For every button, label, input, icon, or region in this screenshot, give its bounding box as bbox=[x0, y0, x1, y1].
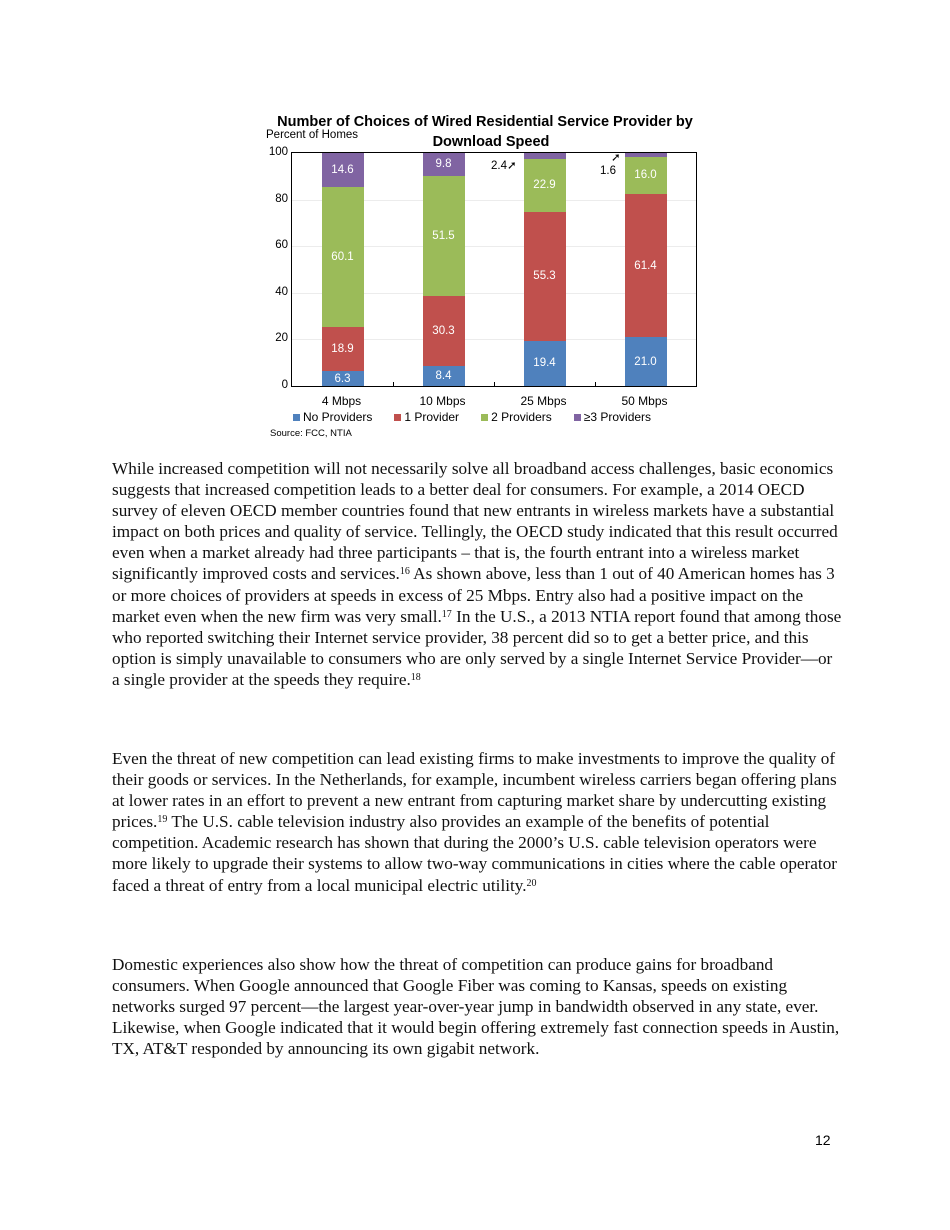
bar-segment: 22.9 bbox=[524, 159, 566, 212]
bar-segment: 51.5 bbox=[423, 176, 465, 296]
plot-area bbox=[268, 146, 697, 391]
bar-25-mbps bbox=[524, 153, 566, 386]
legend-swatch-icon bbox=[574, 414, 581, 421]
x-tick-label: 50 Mbps bbox=[621, 394, 668, 408]
bar-segment: 14.6 bbox=[322, 153, 364, 187]
legend-item: 2 Providers bbox=[481, 410, 552, 424]
y-tick-label: 0 bbox=[281, 379, 288, 391]
y-tick-label: 40 bbox=[275, 285, 288, 298]
x-tick-label: 4 Mbps bbox=[321, 394, 362, 408]
legend-item: 1 Provider bbox=[394, 410, 459, 424]
x-tick-label: 25 Mbps bbox=[520, 394, 567, 408]
footnote-ref: 17 bbox=[441, 608, 452, 620]
bar-segment bbox=[625, 153, 667, 157]
bar-segment: 16.0 bbox=[625, 157, 667, 194]
bar-segment: 9.8 bbox=[423, 153, 465, 176]
y-tick-label: 60 bbox=[275, 239, 288, 252]
bar-segment: 60.1 bbox=[322, 187, 364, 327]
footnote-ref: 19 bbox=[157, 814, 168, 826]
x-tick-label: 10 Mbps bbox=[419, 394, 466, 408]
arrow-icon: ➚ bbox=[611, 152, 621, 164]
footnote-ref: 16 bbox=[399, 566, 410, 578]
bar-segment: 18.9 bbox=[322, 327, 364, 371]
bar-segment: 61.4 bbox=[625, 194, 667, 337]
annotation-50mbps: 1.6 bbox=[600, 165, 616, 177]
page-number: 12 bbox=[815, 1132, 831, 1148]
arrow-icon: ➚ bbox=[507, 160, 517, 172]
bar-segment: 30.3 bbox=[423, 296, 465, 367]
y-tick-label: 100 bbox=[268, 146, 288, 158]
chart-legend bbox=[293, 410, 673, 424]
y-axis-label: Percent of Homes bbox=[266, 129, 359, 141]
legend-swatch-icon bbox=[394, 414, 401, 421]
chart-title: Number of Choices of Wired Residential Service Provider by Download Speed bbox=[277, 114, 693, 150]
chart-source: Source: FCC, NTIA bbox=[270, 428, 352, 439]
x-tick bbox=[393, 382, 394, 387]
paragraph-1: While increased competition will not necessarily solve all broadband access challenges, basic economics suggests that increased competition leads to a better deal for consumers. For example, a 2014 OECD survey of eleven OECD member countries found that new entrants in wireless markets have a substantial impact on both prices and quality of service. Tellingly, the OECD study indicated that this result occurred even when a market already had three participants – that is, the fourth entrant into a wireless market significantly improved costs and services.$^{16}$ As shown above, less than 1 out of 40 American homes has 3 or more choices of providers at speeds in excess of 25 Mbps. Entry also had a positive impact on the market even when the new firm was very small.$^{17}$ In the U.S., a 2013 NTIA report found that among those who reported switching their Internet service provider, 38 percent did so to get a better price, and this option is simply unavailable to consumers who are only served by a single Internet Service Provider—or a single provider at the speeds they require.$^{18}$ bbox=[112, 459, 842, 689]
bar-segment: 21.0 bbox=[625, 337, 667, 386]
bar-segment: 55.3 bbox=[524, 212, 566, 341]
bar-4-mbps bbox=[322, 153, 364, 386]
x-tick bbox=[595, 382, 596, 387]
footnote-ref: 20 bbox=[526, 877, 537, 889]
paragraph-2: Even the threat of new competition can lead existing firms to make investments to improve the quality of their goods or services. In the Netherlands, for example, incumbent wireless carriers began offering plans at lower rates in an effort to prevent a new entrant from capturing market share by undercutting existing prices.$^{19}$ The U.S. cable television industry also provides an example of the benefits of potential competition. Academic research has shown that during the 2000’s U.S. cable television operators were more likely to upgrade their systems to allow two-way communications in cities where the cable operator faced a threat of entry from a local municipal electric utility.$^{20}$ bbox=[112, 749, 838, 895]
bar-segment bbox=[524, 153, 566, 159]
stacked-bar-chart bbox=[255, 108, 715, 443]
annotation-25mbps: 2.4➚ bbox=[491, 160, 517, 172]
y-tick-label: 20 bbox=[275, 332, 288, 345]
bar-10-mbps bbox=[423, 153, 465, 386]
legend-item: ≥3 Providers bbox=[574, 410, 651, 424]
x-tick bbox=[494, 382, 495, 387]
legend-swatch-icon bbox=[481, 414, 488, 421]
legend-swatch-icon bbox=[293, 414, 300, 421]
bar-segment: 8.4 bbox=[423, 366, 465, 386]
bar-segment: 6.3 bbox=[322, 371, 364, 386]
y-tick-label: 80 bbox=[275, 192, 288, 205]
bar-50-mbps bbox=[625, 153, 667, 386]
legend-item: No Providers bbox=[293, 410, 372, 424]
footnote-ref: 18 bbox=[410, 671, 421, 683]
bar-segment: 19.4 bbox=[524, 341, 566, 386]
paragraph-3: Domestic experiences also show how the threat of competition can produce gains for broadband consumers. When Google announced that Google Fiber was coming to Kansas, speeds on existing networks surged 97 percent—the largest year-over-year jump in bandwidth observed in any state, ever. Likewise, when Google indicated that it would begin offering extremely fast connection speeds in Austin, TX, AT&T responded by announcing its own gigabit network. bbox=[112, 955, 840, 1059]
